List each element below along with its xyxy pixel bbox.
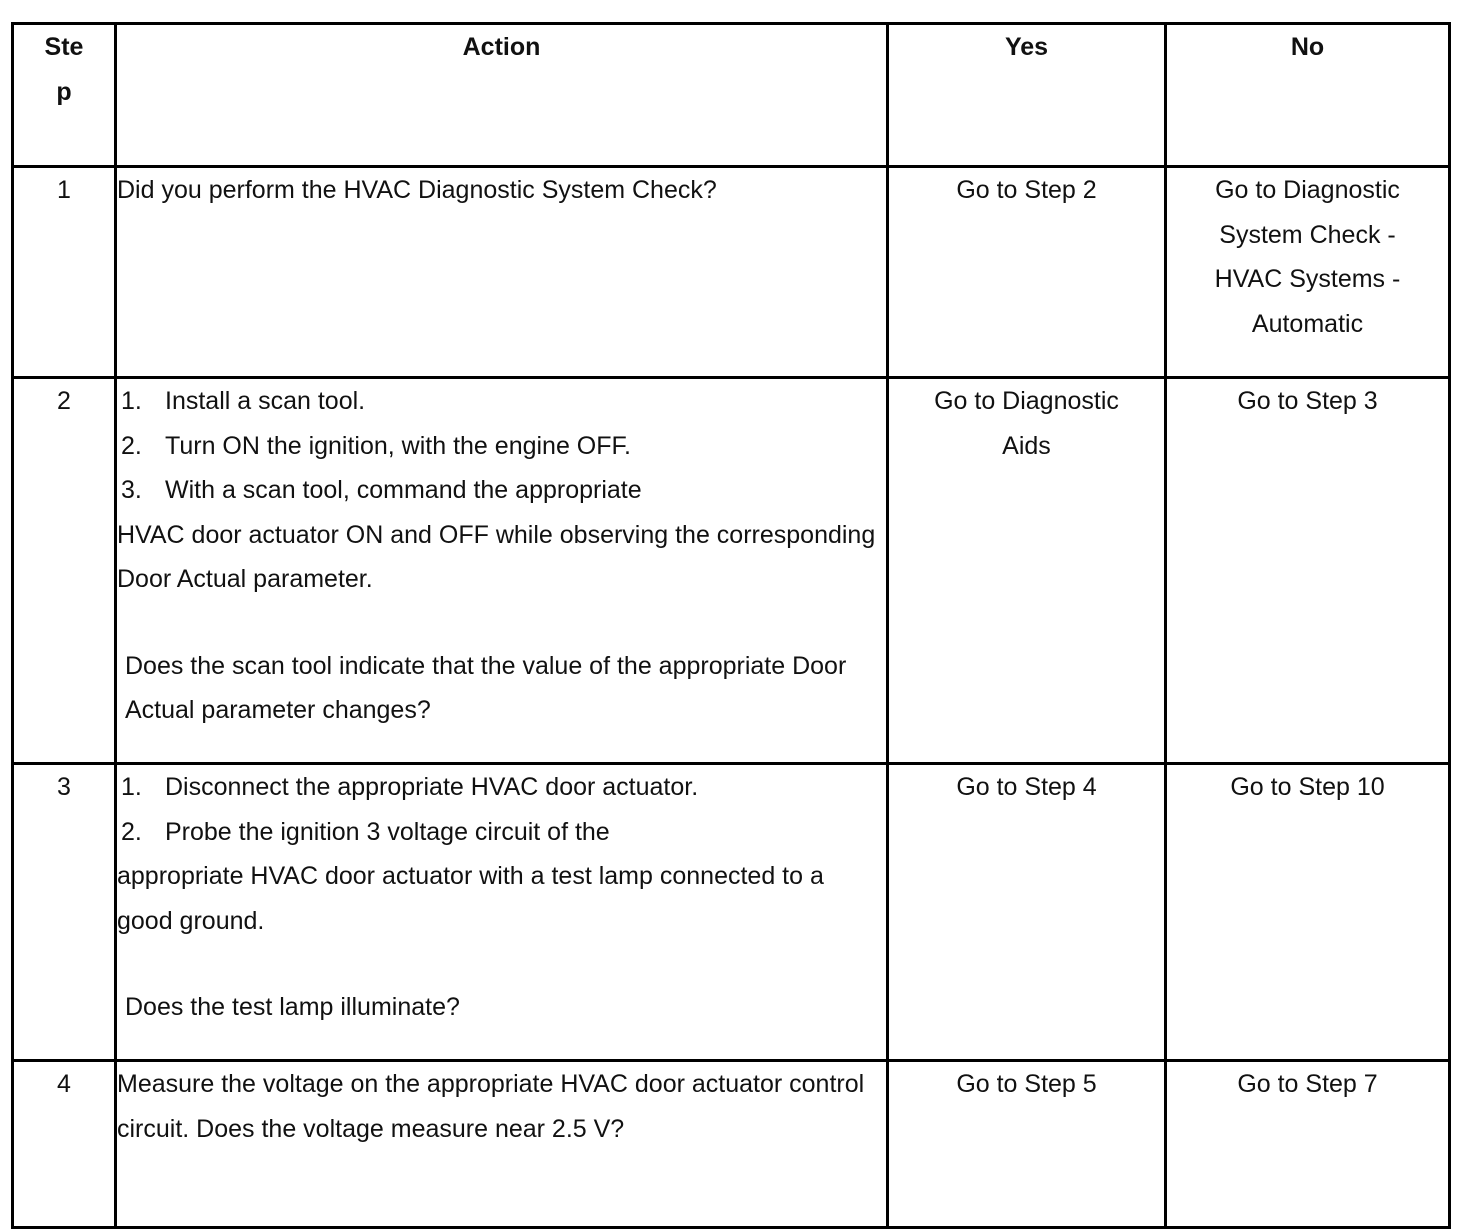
list-item-number: 1.	[121, 387, 142, 415]
action-question: Does the test lamp illuminate?	[125, 993, 460, 1021]
yes-cell: Go to Step 5	[888, 1061, 1166, 1228]
no-cell	[1166, 167, 1450, 378]
yes-line: Aids	[1002, 431, 1051, 460]
list-item-text: Install a scan tool.	[165, 387, 366, 415]
list-item-number: 1.	[121, 773, 142, 801]
action-cell	[116, 1061, 888, 1228]
yes-line: Go to Diagnostic	[934, 387, 1119, 415]
action-cell	[116, 167, 888, 378]
no-cell: Go to Step 10	[1166, 764, 1450, 1061]
no-line: HVAC Systems -	[1214, 265, 1401, 293]
action-question: Does the scan tool indicate that the value of the appropriate Door Actual parameter changes?	[125, 651, 847, 724]
action-steps-list	[117, 379, 886, 513]
action-text: Did you perform the HVAC Diagnostic System Check?	[117, 176, 717, 204]
no-cell: Go to Step 7	[1166, 1061, 1450, 1228]
list-item	[117, 810, 886, 855]
action-steps-list	[117, 765, 886, 854]
table-row	[13, 764, 1450, 1061]
action-continuation: appropriate HVAC door actuator with a test lamp connected to a good ground.	[117, 862, 824, 935]
diagnostic-table	[11, 22, 1451, 1229]
yes-cell: Go to Step 4	[888, 764, 1166, 1061]
no-line: Go to Diagnostic	[1215, 176, 1400, 204]
yes-cell	[888, 378, 1166, 764]
list-item	[117, 765, 886, 810]
header-action: Action	[116, 24, 888, 167]
step-number: 3	[13, 764, 116, 1061]
table-header-row	[13, 24, 1450, 167]
header-yes: Yes	[888, 24, 1166, 167]
header-no: No	[1166, 24, 1450, 167]
header-step	[13, 24, 116, 167]
table-row	[13, 167, 1450, 378]
no-line: System Check -	[1219, 220, 1396, 249]
list-item-number: 3.	[121, 476, 142, 504]
action-cell	[116, 764, 888, 1061]
list-item-text: Turn ON the ignition, with the engine OFF.	[165, 431, 631, 460]
list-item	[117, 424, 886, 469]
no-line: Automatic	[1251, 309, 1364, 338]
step-number: 4	[13, 1061, 116, 1228]
table-row	[13, 1061, 1450, 1228]
table-row	[13, 378, 1450, 764]
step-number: 2	[13, 378, 116, 764]
list-item-text: Disconnect the appropriate HVAC door actuator.	[165, 773, 699, 801]
list-item	[117, 379, 886, 424]
list-item-text: With a scan tool, command the appropriate	[165, 476, 642, 504]
action-text: Measure the voltage on the appropriate HVAC door actuator control circuit. Does the voltage measure near 2.5 V?	[117, 1070, 865, 1143]
no-cell: Go to Step 3	[1166, 378, 1450, 764]
list-item-number: 2.	[121, 817, 142, 846]
yes-cell: Go to Step 2	[888, 167, 1166, 378]
action-continuation: HVAC door actuator ON and OFF while observing the corresponding Door Actual parameter.	[117, 520, 876, 593]
list-item	[117, 468, 886, 513]
step-number: 1	[13, 167, 116, 378]
list-item-number: 2.	[121, 431, 142, 460]
header-step-label: Step	[44, 33, 84, 106]
list-item-text: Probe the ignition 3 voltage circuit of the	[165, 817, 610, 846]
action-cell	[116, 378, 888, 764]
